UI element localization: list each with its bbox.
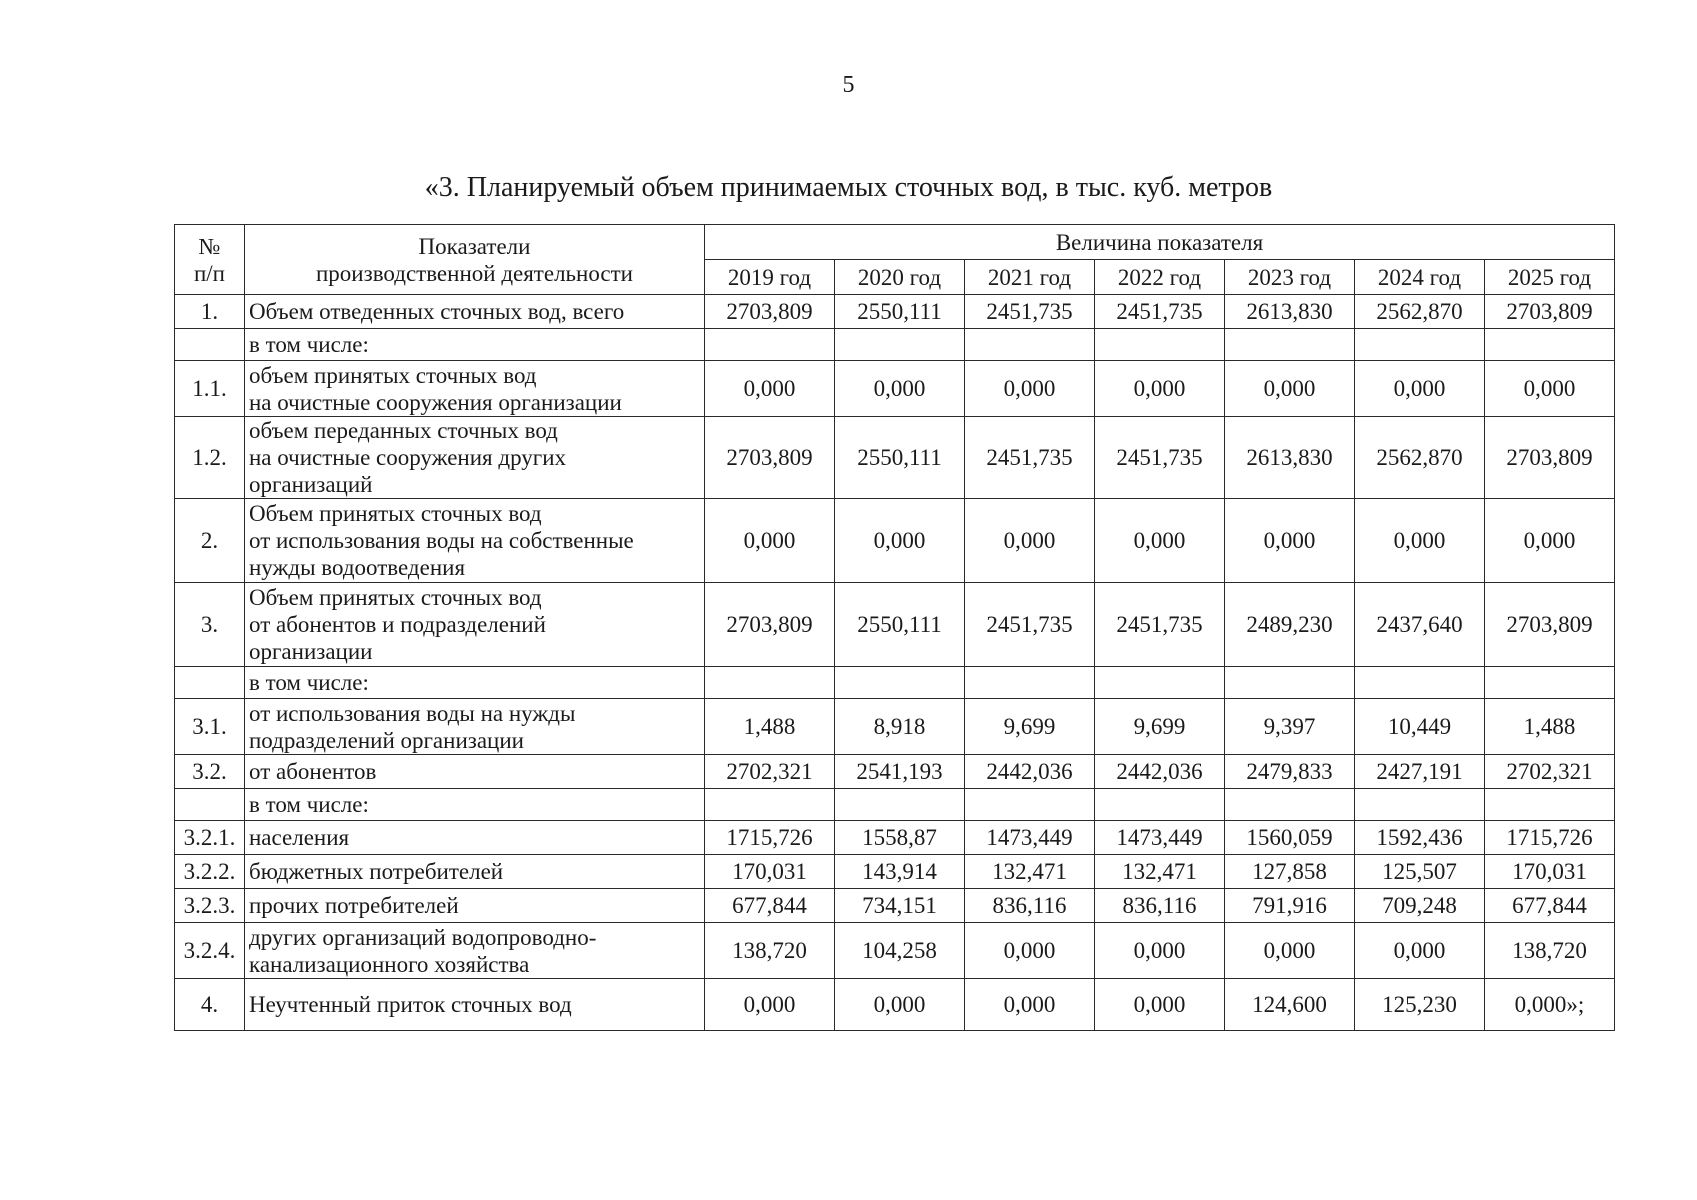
value-cell: 170,031 (1485, 855, 1615, 889)
value-cell: 0,000 (835, 499, 965, 583)
value-cell (705, 329, 835, 361)
value-cell: 2703,809 (1485, 295, 1615, 329)
value-cell (1095, 789, 1225, 821)
value-cell (705, 667, 835, 699)
value-cell: 0,000 (1355, 923, 1485, 979)
row-label (245, 667, 705, 699)
row-label-line: бюджетных потребителей (249, 859, 504, 884)
value-cell: 0,000 (705, 361, 835, 417)
value-cell: 1,488 (705, 699, 835, 755)
row-label-line: от использования воды на нужды (249, 700, 576, 726)
row-label (245, 821, 705, 855)
row-label (245, 417, 705, 499)
row-label-line: нужды водоотведения (249, 555, 466, 580)
value-cell: 2550,111 (835, 417, 965, 499)
value-cell: 132,471 (1095, 855, 1225, 889)
value-cell: 2442,036 (965, 755, 1095, 789)
header-number-line: п/п (193, 260, 225, 286)
value-cell: 1558,87 (835, 821, 965, 855)
value-cell: 9,699 (965, 699, 1095, 755)
row-number: 1.2. (175, 417, 245, 499)
row-number (175, 789, 245, 821)
value-cell: 124,600 (1225, 979, 1355, 1031)
row-label-line: подразделений организации (249, 727, 524, 753)
row-label (245, 295, 705, 329)
value-cell: 1473,449 (965, 821, 1095, 855)
header-year: 2024 год (1355, 260, 1485, 295)
table-row (175, 979, 1615, 1031)
table-row (175, 923, 1615, 979)
value-cell: 2451,735 (1095, 295, 1225, 329)
value-cell (1225, 329, 1355, 361)
value-cell: 2702,321 (1485, 755, 1615, 789)
row-number: 3.2.2. (175, 855, 245, 889)
value-cell: 0,000 (1225, 923, 1355, 979)
row-label (245, 699, 705, 755)
table-row (175, 583, 1615, 667)
row-number: 3. (175, 583, 245, 667)
row-label-line: Неучтенный приток сточных вод (249, 992, 572, 1017)
value-cell: 2613,830 (1225, 417, 1355, 499)
value-cell: 2489,230 (1225, 583, 1355, 667)
row-label-line: объем принятых сточных вод (249, 362, 537, 388)
value-cell: 2703,809 (705, 583, 835, 667)
header-year: 2020 год (835, 260, 965, 295)
header-indicator-line: Показатели (418, 233, 531, 259)
value-cell (835, 789, 965, 821)
header-indicator (245, 225, 705, 295)
value-cell (835, 667, 965, 699)
value-cell: 2479,833 (1225, 755, 1355, 789)
table-row (175, 295, 1615, 329)
row-label (245, 889, 705, 923)
value-cell (1095, 667, 1225, 699)
value-cell: 2451,735 (965, 295, 1095, 329)
value-cell (965, 667, 1095, 699)
value-cell: 0,000 (1355, 361, 1485, 417)
value-cell: 2541,193 (835, 755, 965, 789)
value-cell: 2702,321 (705, 755, 835, 789)
row-label (245, 329, 705, 361)
header-year: 2023 год (1225, 260, 1355, 295)
row-label-line: Объем отведенных сточных вод, всего (249, 299, 625, 324)
value-cell: 0,000 (965, 923, 1095, 979)
value-cell (835, 329, 965, 361)
row-label-line: организации (249, 639, 373, 664)
table-row (175, 855, 1615, 889)
value-cell: 0,000 (1095, 923, 1225, 979)
value-cell: 2562,870 (1355, 417, 1485, 499)
value-cell: 677,844 (1485, 889, 1615, 923)
value-cell (1355, 329, 1485, 361)
value-cell: 0,000 (835, 979, 965, 1031)
value-cell (1225, 667, 1355, 699)
value-cell: 0,000 (1225, 361, 1355, 417)
row-label-line: прочих потребителей (249, 893, 459, 918)
value-cell: 138,720 (1485, 923, 1615, 979)
value-cell: 132,471 (965, 855, 1095, 889)
value-cell: 0,000 (1095, 979, 1225, 1031)
value-cell: 2703,809 (705, 295, 835, 329)
table-row (175, 499, 1615, 583)
value-cell: 9,397 (1225, 699, 1355, 755)
row-label (245, 855, 705, 889)
value-cell: 143,914 (835, 855, 965, 889)
value-cell (1355, 667, 1485, 699)
table-row (175, 667, 1615, 699)
value-cell: 125,507 (1355, 855, 1485, 889)
value-cell: 2613,830 (1225, 295, 1355, 329)
header-year: 2022 год (1095, 260, 1225, 295)
header-year: 2025 год (1485, 260, 1615, 295)
value-cell (1225, 789, 1355, 821)
value-cell (1485, 667, 1615, 699)
value-cell: 2451,735 (965, 417, 1095, 499)
value-cell: 104,258 (835, 923, 965, 979)
row-number: 3.2.4. (175, 923, 245, 979)
value-cell (965, 789, 1095, 821)
value-cell: 2550,111 (835, 295, 965, 329)
header-number (175, 225, 245, 295)
value-cell (705, 789, 835, 821)
row-number: 1. (175, 295, 245, 329)
page-number: 5 (842, 72, 855, 98)
value-cell: 0,000 (705, 979, 835, 1031)
table-title: «3. Планируемый объем принимаемых сточных вод, в тыс. куб. метров (424, 172, 1273, 203)
value-cell: 2703,809 (1485, 583, 1615, 667)
value-cell: 0,000 (1485, 499, 1615, 583)
value-cell: 0,000 (965, 361, 1095, 417)
header-number-line: № (198, 233, 221, 259)
row-label-line: населения (249, 825, 350, 850)
row-label-line: в том числе: (249, 670, 369, 695)
value-cell: 10,449 (1355, 699, 1485, 755)
row-label (245, 979, 705, 1031)
header-year: 2019 год (705, 260, 835, 295)
row-label-line: от использования воды на собственные (249, 528, 634, 553)
header-indicator-line: производственной деятельности (316, 260, 633, 286)
value-cell: 1592,436 (1355, 821, 1485, 855)
table-row (175, 889, 1615, 923)
value-cell: 1560,059 (1225, 821, 1355, 855)
value-cell: 2451,735 (1095, 583, 1225, 667)
row-label-line: объем переданных сточных вод (249, 418, 558, 443)
value-cell: 170,031 (705, 855, 835, 889)
value-cell: 127,858 (1225, 855, 1355, 889)
row-number: 1.1. (175, 361, 245, 417)
row-label-line: на очистные сооружения других (249, 445, 567, 470)
value-cell: 2550,111 (835, 583, 965, 667)
value-cell: 2703,809 (1485, 417, 1615, 499)
table-row (175, 329, 1615, 361)
value-cell: 1473,449 (1095, 821, 1225, 855)
row-label-line: от абонентов (249, 759, 377, 784)
row-label-line: на очистные сооружения организации (249, 389, 622, 415)
value-cell: 2562,870 (1355, 295, 1485, 329)
value-cell (1485, 329, 1615, 361)
row-label-line: организаций (249, 472, 373, 497)
value-cell: 677,844 (705, 889, 835, 923)
value-cell: 0,000 (965, 499, 1095, 583)
value-cell: 0,000 (1485, 361, 1615, 417)
row-number (175, 329, 245, 361)
row-label-line: Объем принятых сточных вод (249, 585, 542, 610)
value-cell: 0,000 (965, 979, 1095, 1031)
row-number: 3.2.3. (175, 889, 245, 923)
value-cell: 0,000 (705, 499, 835, 583)
value-cell: 2442,036 (1095, 755, 1225, 789)
row-label (245, 923, 705, 979)
value-cell: 836,116 (1095, 889, 1225, 923)
value-cell: 836,116 (965, 889, 1095, 923)
row-number: 2. (175, 499, 245, 583)
row-label (245, 499, 705, 583)
value-cell (965, 329, 1095, 361)
row-label-line: в том числе: (249, 792, 369, 817)
value-cell: 138,720 (705, 923, 835, 979)
value-cell: 9,699 (1095, 699, 1225, 755)
value-cell: 709,248 (1355, 889, 1485, 923)
row-number: 4. (175, 979, 245, 1031)
wastewater-volume-table (174, 224, 1615, 1031)
table-row (175, 699, 1615, 755)
value-cell: 0,000 (835, 361, 965, 417)
value-cell: 0,000»; (1485, 979, 1615, 1031)
table-row (175, 755, 1615, 789)
value-cell: 734,151 (835, 889, 965, 923)
row-number: 3.2.1. (175, 821, 245, 855)
value-cell (1095, 329, 1225, 361)
value-cell: 0,000 (1225, 499, 1355, 583)
table-row (175, 789, 1615, 821)
value-cell: 0,000 (1095, 499, 1225, 583)
row-number (175, 667, 245, 699)
value-cell: 1,488 (1485, 699, 1615, 755)
value-cell: 1715,726 (705, 821, 835, 855)
table-row (175, 417, 1615, 499)
value-cell: 125,230 (1355, 979, 1485, 1031)
header-year: 2021 год (965, 260, 1095, 295)
row-label-line: от абонентов и подразделений (249, 612, 546, 637)
value-cell: 2437,640 (1355, 583, 1485, 667)
row-label-line: других организаций водопроводно- (249, 924, 597, 950)
value-cell: 2427,191 (1355, 755, 1485, 789)
value-cell: 2451,735 (1095, 417, 1225, 499)
value-cell (1355, 789, 1485, 821)
value-cell (1485, 789, 1615, 821)
value-cell: 8,918 (835, 699, 965, 755)
value-cell: 1715,726 (1485, 821, 1615, 855)
row-label (245, 789, 705, 821)
row-label (245, 755, 705, 789)
table-row (175, 361, 1615, 417)
row-number: 3.1. (175, 699, 245, 755)
row-number: 3.2. (175, 755, 245, 789)
table-row (175, 821, 1615, 855)
row-label-line: канализационного хозяйства (249, 951, 530, 977)
row-label (245, 583, 705, 667)
value-cell: 0,000 (1095, 361, 1225, 417)
row-label-line: Объем принятых сточных вод (249, 501, 542, 526)
value-cell: 0,000 (1355, 499, 1485, 583)
row-label (245, 361, 705, 417)
value-cell: 791,916 (1225, 889, 1355, 923)
value-cell: 2703,809 (705, 417, 835, 499)
row-label-line: в том числе: (249, 332, 369, 357)
value-cell: 2451,735 (965, 583, 1095, 667)
header-value-group: Величина показателя (705, 225, 1615, 260)
